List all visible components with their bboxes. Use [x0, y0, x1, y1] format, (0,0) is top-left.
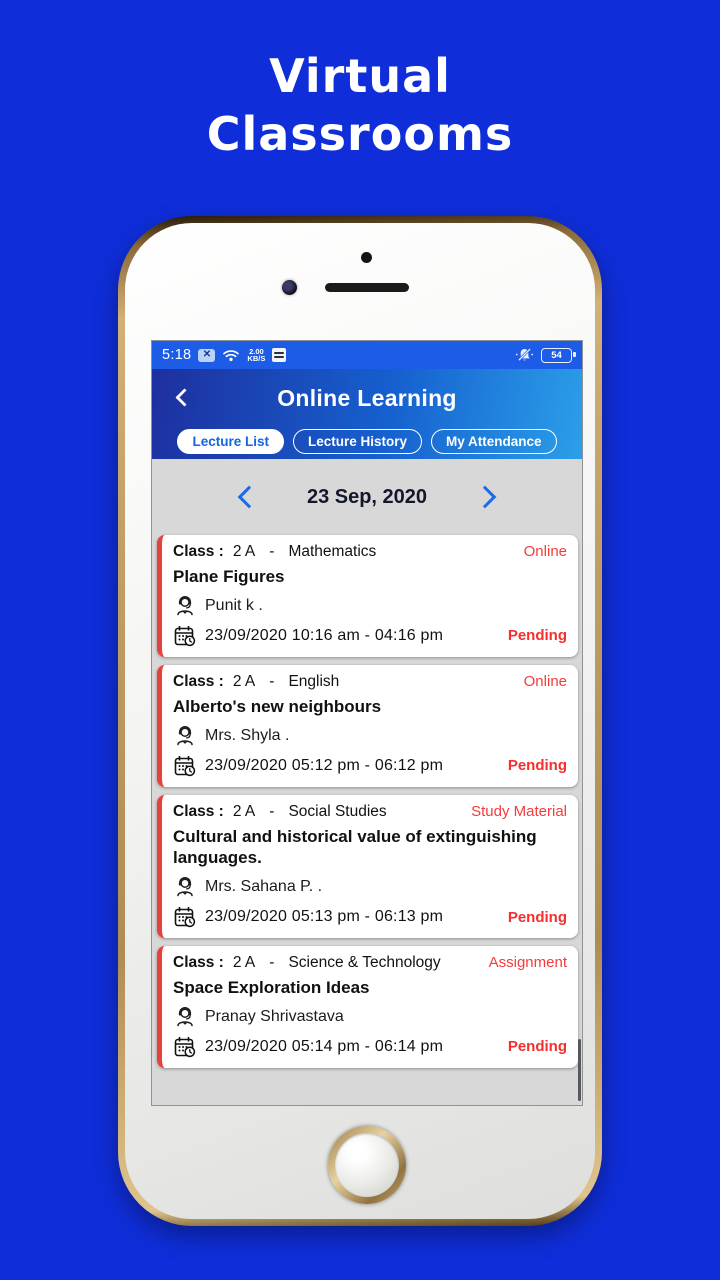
tab-bar	[152, 429, 582, 454]
schedule-text: 23/09/2020 10:16 am - 04:16 pm	[205, 626, 444, 644]
status-badge: Pending	[507, 757, 567, 774]
app-header	[152, 369, 582, 459]
front-camera	[282, 280, 297, 295]
class-label: Class :	[173, 954, 224, 971]
subject: Mathematics	[288, 543, 377, 560]
lecture-mode: Online	[523, 672, 567, 690]
subject: English	[288, 672, 340, 690]
schedule-text: 23/09/2020 05:14 pm - 06:14 pm	[205, 1037, 444, 1055]
lecture-mode: Study Material	[471, 802, 567, 820]
proximity-sensor-dot	[361, 252, 372, 263]
app-screen	[152, 341, 582, 1105]
earpiece-speaker	[325, 283, 409, 292]
phone-frame	[118, 216, 602, 1226]
app-title: Online Learning	[277, 385, 457, 411]
lecture-mode: Assignment	[488, 954, 567, 971]
class-name: 2 A	[232, 543, 256, 560]
page-title: Virtual Classrooms	[206, 49, 514, 161]
calendar-clock-icon	[173, 905, 197, 929]
tab-lecture-history[interactable]: Lecture History	[293, 429, 422, 454]
next-date-button[interactable]	[474, 486, 497, 509]
subject: Social Studies	[288, 802, 387, 820]
calendar-clock-icon	[173, 624, 197, 648]
status-time: 5:18	[162, 347, 192, 363]
teacher-icon	[173, 594, 197, 618]
lecture-title: Space Exploration Ideas	[173, 978, 370, 997]
wifi-icon	[222, 348, 240, 362]
calendar-clock-icon	[173, 754, 197, 778]
notification-app-icon	[272, 348, 286, 362]
class-name: 2 A	[232, 954, 256, 971]
class-label: Class :	[173, 672, 224, 690]
teacher-icon	[173, 875, 197, 899]
class-label: Class :	[173, 543, 224, 560]
teacher-name: Mrs. Shyla .	[205, 726, 290, 744]
no-sim-icon: ✕	[198, 349, 215, 362]
date-navigation	[152, 459, 582, 535]
lecture-card[interactable]: Class : 2 A - Mathematics Online Plane Figures Punit k . 23/09/2020 10:16 am - 04:16 pm Pending	[157, 535, 578, 657]
lecture-card[interactable]: Class : 2 A - Social Studies Study Material Cultural and historical value of extinguishing languages. Mrs. Sahana P. . 23/09/2020 05:13 pm - 06:13 pm Pending	[157, 795, 578, 939]
lecture-title: Alberto's new neighbours	[173, 696, 382, 716]
lecture-title: Cultural and historical value of extinguishing languages.	[173, 826, 537, 868]
tab-my-attendance[interactable]: My Attendance	[431, 429, 557, 454]
home-button-inner	[335, 1133, 399, 1197]
status-badge: Pending	[507, 1038, 567, 1056]
selected-date: 23 Sep, 2020	[306, 485, 428, 508]
teacher-name: Mrs. Sahana P. .	[205, 878, 323, 895]
tab-lecture-list[interactable]: Lecture List	[177, 429, 284, 454]
scrollbar[interactable]	[578, 1039, 581, 1101]
schedule-text: 23/09/2020 05:12 pm - 06:12 pm	[205, 756, 444, 774]
teacher-name: Punit k .	[205, 596, 263, 614]
lecture-list	[152, 535, 582, 1068]
schedule-text: 23/09/2020 05:13 pm - 06:13 pm	[205, 908, 444, 925]
notifications-muted-icon	[515, 347, 534, 363]
status-badge: Pending	[507, 627, 567, 645]
calendar-clock-icon	[173, 1035, 197, 1059]
lecture-title: Plane Figures	[173, 567, 285, 586]
battery-indicator: 54	[541, 348, 572, 363]
lecture-card[interactable]: Class : 2 A - Science & Technology Assignment Space Exploration Ideas Pranay Shrivastava 23/09/2020 05:14 pm - 06:14 pm Pending	[157, 946, 578, 1068]
class-name: 2 A	[232, 672, 256, 690]
lecture-mode: Online	[523, 543, 567, 560]
class-label: Class :	[173, 802, 224, 820]
status-badge: Pending	[507, 908, 567, 926]
home-button[interactable]	[328, 1126, 406, 1204]
teacher-icon	[173, 724, 197, 748]
phone-body	[125, 223, 595, 1219]
teacher-name: Pranay Shrivastava	[205, 1007, 344, 1025]
teacher-icon	[173, 1005, 197, 1029]
subject: Science & Technology	[288, 954, 441, 971]
network-speed: 2.00 KB/S	[247, 346, 266, 363]
class-name: 2 A	[232, 802, 256, 820]
lecture-card[interactable]: Class : 2 A - English Online Alberto's new neighbours Mrs. Shyla . 23/09/2020 05:12 pm - 06:12 pm Pending	[157, 665, 578, 787]
status-bar	[152, 341, 582, 369]
